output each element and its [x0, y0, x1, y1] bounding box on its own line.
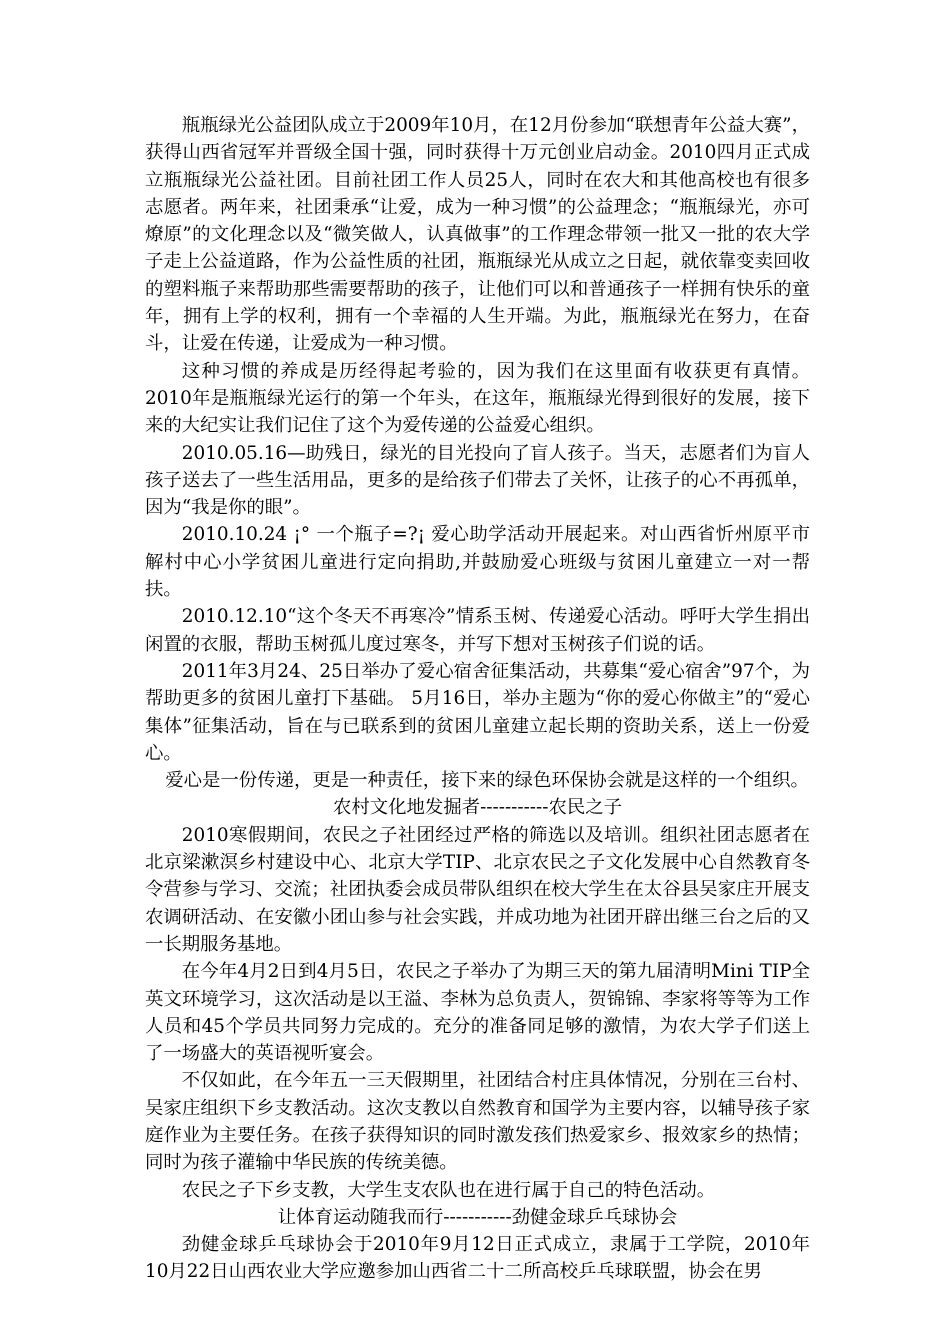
- document-body: [145, 112, 810, 1286]
- paragraph-farmers-teaching: 不仅如此，在今年五一三天假期里，社团结合村庄具体情况，分别在三台村、吴家庄组织下乡支教活动。这次支教以自然教育和国学为主要内容，以辅导孩子家庭作业为主要任务。在孩子获得知识的同时激发孩们热爱家乡、报效家乡的热情；同时为孩子灌输中华民族的传统美德。: [145, 1070, 810, 1174]
- section-heading-pingpong: 让体育运动随我而行-----------劲健金球乒乓球协会: [277, 1206, 678, 1228]
- paragraph-farmers-summary: 农民之子下乡支教，大学生支农队也在进行属于自己的特色活动。: [181, 1179, 716, 1201]
- paragraph-event-1210: 2010.12.10“这个冬天不再寒冷”情系玉树、传递爱心活动。呼吁大学生捐出闲置的衣服，帮助玉树孤儿度过寒冬，并写下想对玉树孩子们说的话。: [145, 606, 810, 655]
- paragraph-event-2011: 2011年3月24、25日举办了爱心宿舍征集活动，共募集“爱心宿舍”97个，为帮助更多的贫困儿童打下基础。 5月16日，举办主题为“你的爱心你做主”的“爱心集体”征集活动，旨在与已联系到的贫困儿童建立起长期的资助关系，送上一份爱心。: [145, 660, 810, 764]
- paragraph-habit: 这种习惯的养成是历经得起考验的，因为我们在这里面有收获更有真情。2010年是瓶瓶绿光运行的第一个年头，在这年，瓶瓶绿光得到很好的发展，接下来的大纪实让我们记住了这个为爱传递的公益爱心组织。: [145, 360, 810, 437]
- paragraph-pingpong: 劲健金球乒乓球协会于2010年9月12日正式成立，隶属于工学院，2010年10月22日山西农业大学应邀参加山西省二十二所高校乒乓球联盟，协会在男: [145, 1234, 810, 1283]
- paragraph-event-0516: 2010.05.16—助残日，绿光的目光投向了盲人孩子。当天，志愿者们为盲人孩子送去了一些生活用品，更多的是给孩子们带去了关怀，让孩子的心不再孤单，因为“我是你的眼”。: [145, 442, 810, 519]
- paragraph-farmers-winter: 2010寒假期间，农民之子社团经过严格的筛选以及培训。组织社团志愿者在北京梁漱溟乡村建设中心、北京大学TIP、北京农民之子文化发展中心自然教育冬令营参与学习、交流；社团执委会成员带队组织在校大学生在太谷县吴家庄开展支农调研活动、在安徽小团山参与社会实践，并成功地为社团开辟出继三台之后的又一长期服务基地。: [145, 824, 810, 955]
- paragraph-farmers-tip: 在今年4月2日到4月5日，农民之子举办了为期三天的第九届清明Mini TIP全英文环境学习，这次活动是以王溢、李林为总负责人，贺锦锦、李家将等等为工作人员和45个学员共同努力完成的。充分的准备同足够的激情，为农大学子们送上了一场盛大的英语视听宴会。: [145, 961, 810, 1065]
- paragraph-event-1024: 2010.10.24 ¡° 一个瓶子=?¡ 爱心助学活动开展起来。对山西省忻州原平市解村中心小学贫困儿童进行定向捐助,并鼓励爱心班级与贫困儿童建立一对一帮扶。: [145, 524, 810, 601]
- paragraph-intro: 瓶瓶绿光公益团队成立于2009年10月，在12月份参加“联想青年公益大赛”，获得山西省冠军并晋级全国十强，同时获得十万元创业启动金。2010四月正式成立瓶瓶绿光公益社团。目前社团工作人员25人，同时在农大和其他高校也有很多志愿者。两年来，社团秉承“让爱，成为一种习惯”的公益理念；“瓶瓶绿光，亦可燎原”的文化理念以及“微笑做人，认真做事”的工作理念带领一批又一批的农大学子走上公益道路，作为公益性质的社团，瓶瓶绿光从成立之日起，就依靠变卖回收的塑料瓶子来帮助那些需要帮助的孩子，让他们可以和普通孩子一样拥有快乐的童年，拥有上学的权利，拥有一个幸福的人生开端。为此，瓶瓶绿光在努力，在奋斗，让爱在传递，让爱成为一种习惯。: [145, 115, 810, 355]
- section-heading-farmers: 农村文化地发掘者-----------农民之子: [332, 797, 623, 819]
- paragraph-transition: 爱心是一份传递，更是一种责任，接下来的绿色环保协会就是这样的一个组织。: [165, 770, 809, 792]
